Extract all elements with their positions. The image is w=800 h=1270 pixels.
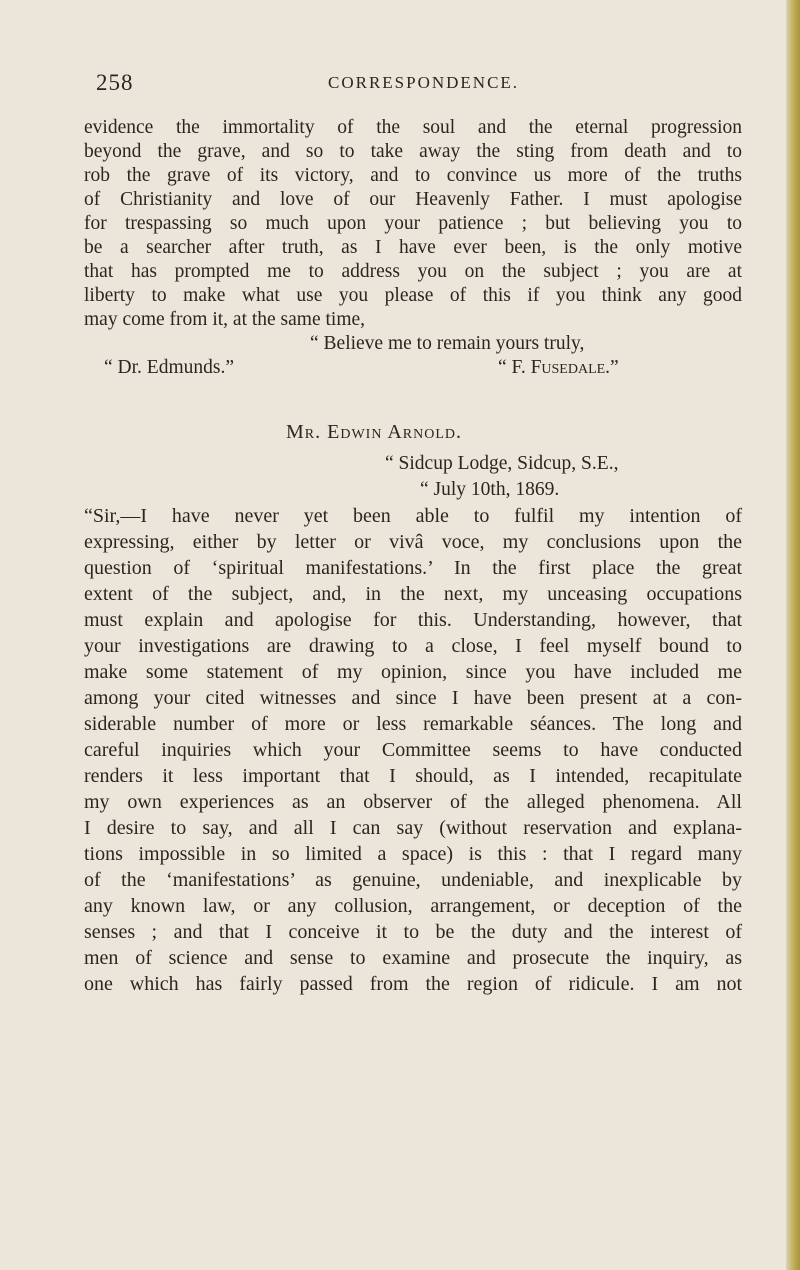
text-line: be a searcher after truth, as I have ever been, is the only motive [84,237,742,258]
text-line: of Christianity and love of our Heavenly Father. I must apologise [84,189,742,210]
running-title: CORRESPONDENCE. [328,73,520,92]
text-line: of the ‘manifestations’ as genuine, undeniable, and inexplicable by [84,869,742,891]
text-line: senses ; and that I conceive it to be the duty and the interest of [84,921,742,943]
text-line: any known law, or any collusion, arrangement, or deception of the [84,895,742,917]
text-line: renders it less important that I should, as I intended, recapitulate [84,765,742,787]
text-line: may come from it, at the same time, [84,309,366,330]
page-number: 258 [96,70,134,95]
page-header [96,70,696,100]
text-line: siderable number of more or less remarkable séances. The long and [84,713,742,735]
letter-signature: “ F. Fusedale.” [498,357,619,378]
text-line: tions impossible in so limited a space) is this : that I regard many [84,843,742,865]
text-line: my own experiences as an observer of the alleged phenomena. All [84,791,742,813]
text-line: extent of the subject, and, in the next, my unceasing occupations [84,583,742,605]
text-line: rob the grave of its victory, and to convince us more of the truths [84,165,742,186]
letter-addressee: “ Dr. Edmunds.” [104,357,234,378]
text-line: that has prompted me to address you on the subject ; you are at [84,261,742,282]
text-line: beyond the grave, and so to take away the sting from death and to [84,141,742,162]
text-line: among your cited witnesses and since I have been present at a con- [84,687,742,709]
text-line: I desire to say, and all I can say (without reservation and explana- [84,817,742,839]
text-line: evidence the immortality of the soul and the eternal progression [84,117,742,138]
text-line: for trespassing so much upon your patience ; but believing you to [84,213,742,234]
text-line: your investigations are drawing to a close, I feel myself bound to [84,635,742,657]
text-line: one which has fairly passed from the region of ridicule. I am not [84,973,742,995]
letter-closing: “ Believe me to remain yours truly, [310,333,585,354]
text-line: “Sir,—I have never yet been able to fulfil my intention of [84,505,742,527]
letter-date: “ July 10th, 1869. [420,479,560,500]
text-line: expressing, either by letter or vivâ voce, my conclusions upon the [84,531,742,553]
page-edge [786,0,800,1270]
letter-address: “ Sidcup Lodge, Sidcup, S.E., [385,453,619,474]
text-line: liberty to make what use you please of this if you think any good [84,285,742,306]
text-line: question of ‘spiritual manifestations.’ In the first place the great [84,557,742,579]
letter-heading: Mr. Edwin Arnold. [286,421,462,443]
text-line: make some statement of my opinion, since you have included me [84,661,742,683]
text-line: men of science and sense to examine and prosecute the inquiry, as [84,947,742,969]
text-line: must explain and apologise for this. Understanding, however, that [84,609,742,631]
text-line: careful inquiries which your Committee seems to have conducted [84,739,742,761]
